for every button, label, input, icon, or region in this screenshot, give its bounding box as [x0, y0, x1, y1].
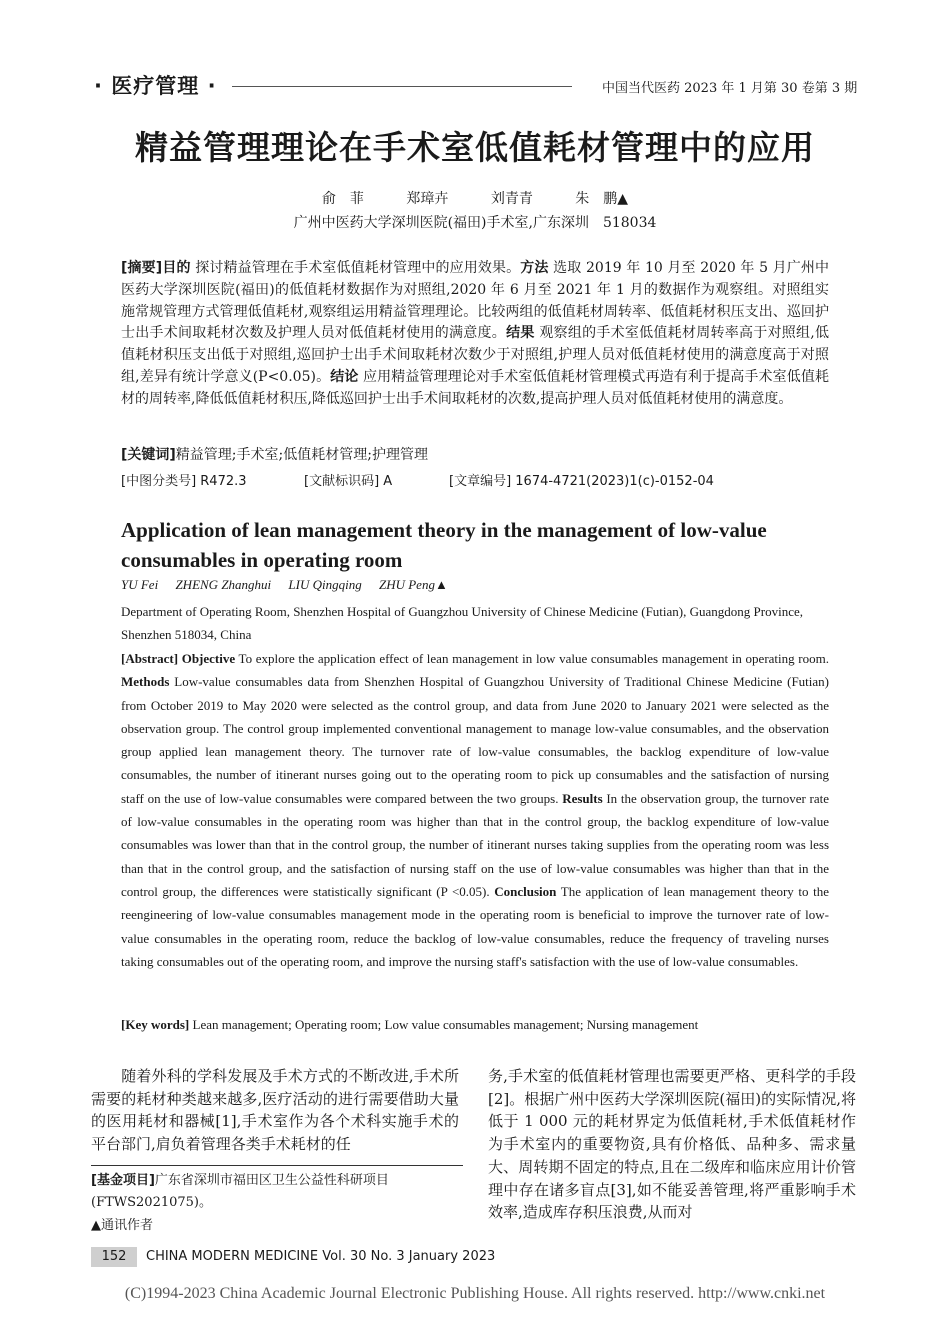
body-paragraph: 随着外科的学科发展及手术方式的不断改进,手术所需要的耗材种类越来越多,医疗活动的进行需要借助大量的医用耗材和器械[1],手术室作为各个术科实施手术的平台部门,肩负着管理各类手术耗材的任 — [91, 1067, 459, 1154]
affiliation-cn: 广州中医药大学深圳医院(福田)手术室,广东深圳 518034 — [293, 215, 657, 231]
page-number: 152 — [91, 1247, 137, 1267]
methods-text-en: Low-value consumables data from Shenzhen Hospital of Guangzhou University of Traditional Chinese Medicine (Futian) from October 2019 to May 2020 were selected as the control group, and data from June 2020 to January 2021 were selected as the observation group. The control group implemented conventional management to manage low-value consumables, and the observation group applied lean management theory. The turnover rate of low-value consumables, the backlog expenditure of low-value consumables, the number of itinerant nurses going out to the operating room to pick up consumables and the satisfaction of nursing staff on the use of low-value consumables were compared between the two groups. — [121, 674, 829, 806]
clc-number: [中图分类号] R472.3 — [121, 474, 247, 489]
author-name: 俞 菲 — [321, 191, 364, 207]
document-code: [文献标识码] A — [304, 474, 393, 489]
journal-issue-info: 中国当代医药 2023 年 1 月第 30 卷第 3 期 — [602, 81, 858, 96]
methods-text: 选取 2019 年 10 月至 2020 年 5 月广州中医药大学深圳医院(福田)的低值耗材数据作为对照组,2020 年 6 月至 2021 年 1 月的数据作为观察组。对照组实施常规管理方式管理低值耗材,观察组运用精益管理理论。比较两组的低值耗材周转率、低值耗材积压支出、巡回护士出手术间取耗材次数及护理人员对低值耗材使用的满意度。 — [121, 260, 830, 342]
objective-label-en: Objective — [181, 651, 236, 666]
affiliation-en: Department of Operating Room, Shenzhen Hospital of Guangzhou University of Chinese Medicine (Futian), Guangdong Province, Shenzhen 518034, China — [121, 604, 803, 642]
keywords-cn — [121, 445, 829, 467]
author-name: 刘青青 — [490, 191, 533, 207]
author-name-en: ZHENG Zhanghui — [175, 577, 272, 592]
results-label-en: Results — [562, 790, 603, 806]
author-list-en — [121, 577, 462, 593]
section-tag: · 医疗管理 · — [94, 74, 217, 98]
journal-footer: CHINA MODERN MEDICINE Vol. 30 No. 3 January 2023 — [146, 1249, 496, 1264]
author-name-en: ZHU Peng▲ — [378, 577, 448, 592]
abstract-en — [121, 647, 829, 973]
keywords-label-en: [Key words] — [121, 1017, 190, 1032]
article-title-cn: 精益管理理论在手术室低值耗材管理中的应用 — [135, 128, 815, 167]
abstract-label: [摘要] — [121, 260, 163, 276]
abstract-cn — [121, 258, 829, 411]
copyright-line: (C)1994-2023 China Academic Journal Electronic Publishing House. All rights reserved. http://www.cnki.net — [124, 1285, 826, 1302]
funding-label: [基金项目] — [91, 1173, 155, 1188]
funding-text: 广东省深圳市福田区卫生公益性科研项目(FTWS2021075)。 — [91, 1173, 389, 1210]
results-text: 观察组的手术室低值耗材周转率高于对照组,低值耗材积压支出低于对照组,巡回护士出手术间取耗材次数少于对照组,护理人员对低值耗材使用的满意度高于对照组,差异有统计学意义(P<0.05)。 — [121, 325, 830, 385]
article-title-en: Application of lean management theory in the management of low-value consumables in operating room — [121, 518, 767, 572]
keywords-text-en: Lean management; Operating room; Low value consumables management; Nursing management — [189, 1017, 699, 1032]
author-name: 朱 鹏▲ — [575, 191, 629, 207]
author-name: 郑璋卉 — [406, 191, 449, 207]
author-name-en: YU Fei — [121, 577, 159, 592]
objective-label: 目的 — [162, 260, 191, 276]
funding-note — [91, 1170, 463, 1214]
objective-text-en: To explore the application effect of lean management in low value consumables management in operating room. — [235, 651, 829, 666]
conclusion-label: 结论 — [330, 368, 359, 385]
methods-label-en: Methods — [121, 674, 170, 690]
body-column-left — [91, 1065, 459, 1156]
keywords-text: 精益管理;手术室;低值耗材管理;护理管理 — [175, 447, 428, 463]
header-divider — [232, 86, 572, 87]
objective-text: 探讨精益管理在手术室低值耗材管理中的应用效果。 — [190, 260, 521, 276]
keywords-label: [关键词] — [121, 447, 176, 463]
author-name-en: LIU Qingqing — [288, 577, 362, 592]
conclusion-text: 应用精益管理理论对手术室低值耗材管理模式再造有利于提高手术室低值耗材的周转率,降低低值耗材积压,降低巡回护士出手术间取耗材的次数,提高护理人员对低值耗材使用的满意度。 — [121, 368, 830, 407]
conclusion-label-en: Conclusion — [494, 883, 557, 899]
results-text-en: In the observation group, the turnover rate of low-value consumables in the operating room was higher than that in the control group, the backlog expenditure of low-value consumables was lower than that in the control group, the number of itinerant nurses taking supplies from the operating room was less than that in the control group, and the satisfaction of nursing staff on the use of low-value consumables was higher than that in the control group, the differences were statistically significant (P <0.05). — [121, 790, 829, 899]
conclusion-text-en: The application of lean management theory to the reengineering of low-value consumables management mode in the operating room is beneficial to improve the turnover rate of low-value consumables in the operating room, reduce the backlog of low-value consumables, reduce the frequency of traveling nurses taking consumables out of the operating room, and improve the nursing staff's satisfaction with the use of low-value consumables. — [121, 883, 829, 969]
corresponding-author-note: ▲通讯作者 — [91, 1218, 153, 1233]
body-column-right — [488, 1065, 856, 1224]
results-label: 结果 — [506, 325, 535, 342]
body-paragraph: 务,手术室的低值耗材管理也需要更严格、更科学的手段[2]。根据广州中医药大学深圳医院(福田)的实际情况,将低于 1 000 元的耗材界定为低值耗材,手术低值耗材作为手术室内的重要物资,具有价格低、品种多、需求量大、周转期不固定的特点,且在二级库和临床应用计价管理中存在诸多盲点[3],如不能妥善管理,将严重影响手术效率,造成库存积压浪费,从而对 — [488, 1067, 856, 1222]
footnote-divider — [91, 1165, 463, 1166]
methods-label: 方法 — [520, 260, 549, 276]
keywords-en — [121, 1017, 829, 1033]
author-list-cn — [0, 188, 950, 208]
abstract-label-en: [Abstract] — [121, 651, 179, 666]
article-id: [文章编号] 1674-4721(2023)1(c)-0152-04 — [449, 474, 714, 489]
